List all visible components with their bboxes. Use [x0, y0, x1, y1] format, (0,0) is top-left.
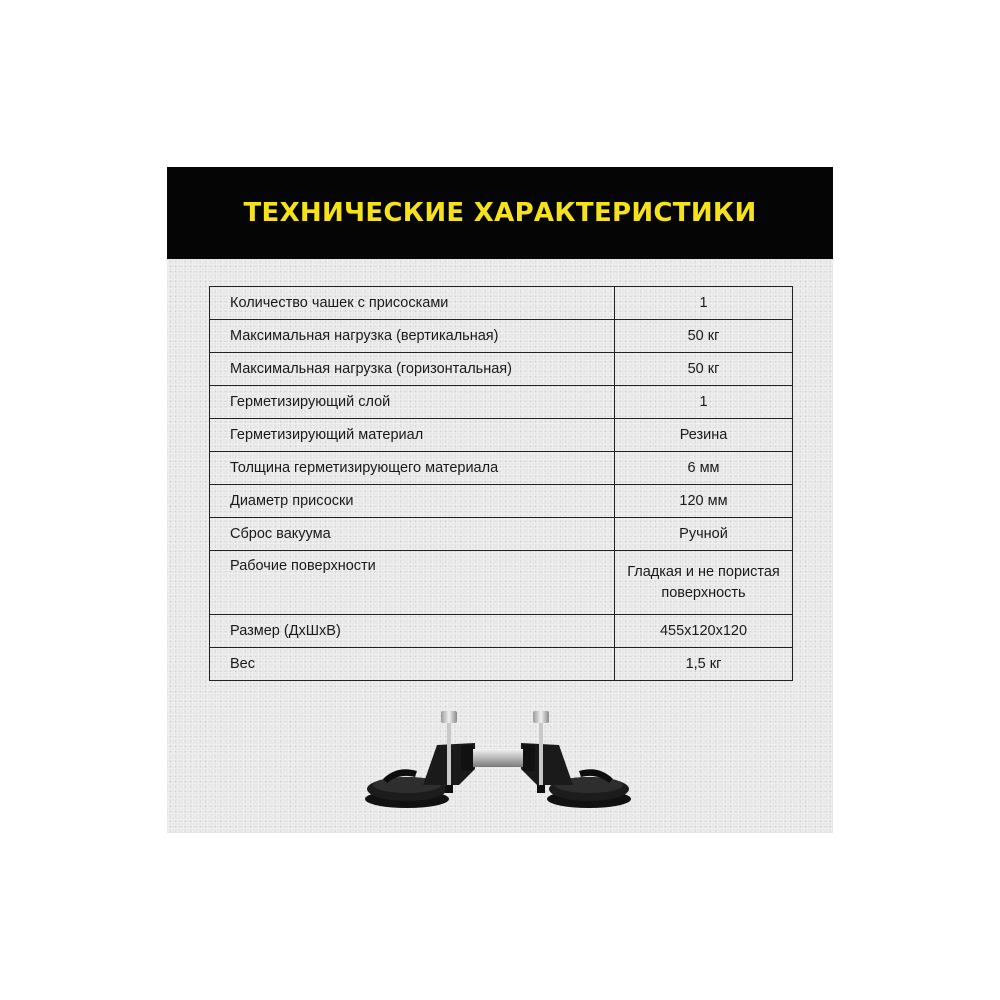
table-row	[210, 518, 793, 551]
spec-value: Гладкая и не пористая поверхность	[615, 551, 793, 615]
spec-param: Вес	[210, 648, 615, 681]
spec-value: 120 мм	[615, 485, 793, 518]
spec-value: 1	[615, 287, 793, 320]
spec-param: Рабочие поверхности	[210, 551, 615, 615]
spec-param: Сброс вакуума	[210, 518, 615, 551]
spec-value: Ручной	[615, 518, 793, 551]
spec-card	[167, 167, 833, 833]
spec-param: Диаметр присоски	[210, 485, 615, 518]
table-row	[210, 452, 793, 485]
spec-param: Максимальная нагрузка (горизонтальная)	[210, 353, 615, 386]
spec-value: Резина	[615, 419, 793, 452]
table-row	[210, 485, 793, 518]
spec-param: Максимальная нагрузка (вертикальная)	[210, 320, 615, 353]
suction-cup-lifter-image	[363, 707, 643, 817]
spec-value: 455х120х120	[615, 615, 793, 648]
spec-value: 50 кг	[615, 353, 793, 386]
page-title: ТЕХНИЧЕСКИЕ ХАРАКТЕРИСТИКИ	[243, 198, 757, 228]
table-row	[210, 615, 793, 648]
table-row	[210, 551, 793, 615]
spec-param: Размер (ДхШхВ)	[210, 615, 615, 648]
table-row	[210, 648, 793, 681]
table-row	[210, 353, 793, 386]
spec-value: 1,5 кг	[615, 648, 793, 681]
spec-value: 1	[615, 386, 793, 419]
spec-param: Количество чашек с присосками	[210, 287, 615, 320]
spec-value: 50 кг	[615, 320, 793, 353]
spec-value: 6 мм	[615, 452, 793, 485]
spec-param: Герметизирующий материал	[210, 419, 615, 452]
table-row	[210, 287, 793, 320]
specs-table	[209, 286, 793, 681]
spec-param: Толщина герметизирующего материала	[210, 452, 615, 485]
table-row	[210, 386, 793, 419]
table-row	[210, 419, 793, 452]
header-bar	[167, 167, 833, 259]
table-row	[210, 320, 793, 353]
spec-param: Герметизирующий слой	[210, 386, 615, 419]
